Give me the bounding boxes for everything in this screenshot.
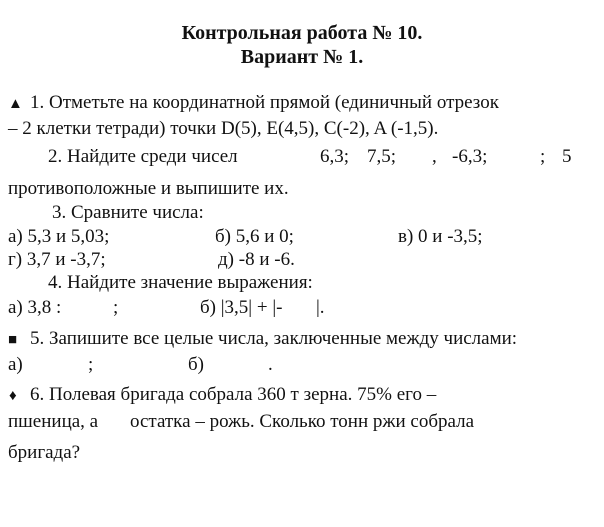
task3-item-a: а) 5,3 и 5,03; xyxy=(8,226,110,247)
task2-number: -6,3; xyxy=(452,146,488,167)
task3-lead: 3. Сравните числа: xyxy=(52,202,204,223)
task3-item-d: г) 3,7 и -3,7; xyxy=(8,249,106,270)
task3-item-e: д) -8 и -6. xyxy=(218,249,295,270)
task2-number: , xyxy=(432,146,437,167)
task2-lead: 2. Найдите среди чисел xyxy=(48,146,238,167)
task6-line3: бригада? xyxy=(8,442,81,463)
task4-lead: 4. Найдите значение выражения: xyxy=(48,272,313,293)
task4-item-a: а) 3,8 : xyxy=(8,297,62,318)
task2-number: 7,5; xyxy=(367,146,397,167)
task1-line2: – 2 клетки тетради) точки D(5), E(4,5), C(-2), A (-1,5). xyxy=(8,118,439,139)
triangle-marker-icon: ▲ xyxy=(8,96,23,112)
worksheet-title: Контрольная работа № 10. xyxy=(181,22,423,44)
square-marker-icon: ■ xyxy=(8,332,18,348)
task6-line2-start: пшеница, а xyxy=(8,411,99,432)
task5-item-b: б) xyxy=(188,354,204,375)
task6-line2-end: остатка – рожь. Сколько тонн ржи собрала xyxy=(130,411,475,432)
task5-item-a: а) xyxy=(8,354,23,375)
task4-item-b: б) |3,5| + |- xyxy=(200,297,283,318)
task5-lead: 5. Запишите все целые числа, заключенные между числами: xyxy=(30,328,518,349)
task3-item-b: б) 5,6 и 0; xyxy=(215,226,294,247)
task2-number: ; xyxy=(540,146,546,167)
task5-item-a-separator: ; xyxy=(88,354,94,375)
task4-item-b-end: |. xyxy=(316,297,325,318)
task3-item-c: в) 0 и -3,5; xyxy=(398,226,483,247)
task5-item-b-end: . xyxy=(268,354,273,375)
task2-number: 6,3; xyxy=(320,146,350,167)
task4-item-a-separator: ; xyxy=(113,297,119,318)
task1-line1: 1. Отметьте на координатной прямой (единичный отрезок xyxy=(30,92,499,113)
task6-line1: 6. Полевая бригада собрала 360 т зерна. 75% его – xyxy=(30,384,437,405)
variant-title: Вариант № 1. xyxy=(240,46,364,68)
task2-number: 5 xyxy=(562,146,572,167)
task2-line2: противоположные и выпишите их. xyxy=(8,178,289,199)
diamond-marker-icon: ♦ xyxy=(9,388,17,404)
